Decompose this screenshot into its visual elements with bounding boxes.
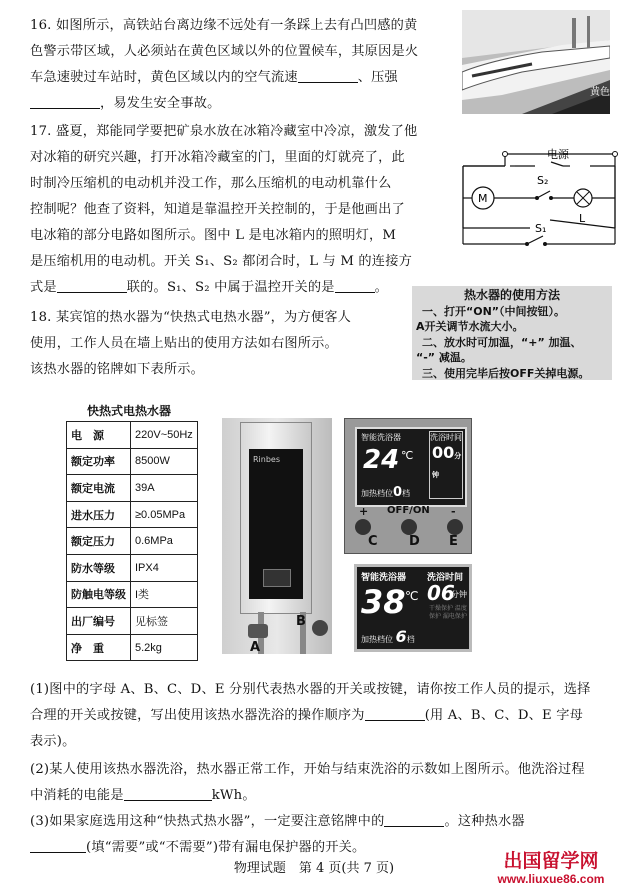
- q16-line1: 16. 如图所示，高铁站台离边缘不远处有一条踩上去有凸凹感的黄: [30, 18, 418, 33]
- heater-control-panel[interactable]: [263, 569, 291, 587]
- sub-text: 。这种热水器: [444, 814, 525, 829]
- level-label: 加热档位: [361, 635, 393, 644]
- nameplate-key: 进水压力: [67, 501, 131, 528]
- power-source-label: 电源: [547, 148, 569, 161]
- label-d: D: [409, 534, 420, 549]
- answer-blank[interactable]: [365, 707, 425, 721]
- q17-line7: [30, 276, 388, 295]
- answer-blank[interactable]: [30, 95, 100, 109]
- q17-text: 式是: [30, 280, 57, 295]
- minutes-unit: 分钟: [451, 590, 467, 599]
- sub3-line1: [30, 810, 525, 829]
- q17-line6: 是压缩机用的电动机。开关 S₁、S₂ 都闭合时，L 与 M 的连接方: [30, 254, 412, 269]
- q18-line2: 使用，工作人员在墙上贴出的使用方法如右图所示。: [30, 336, 338, 351]
- nameplate-row: [67, 422, 198, 449]
- sub2-line2: [30, 784, 256, 803]
- level-unit: 档: [402, 489, 411, 498]
- label-c: C: [368, 534, 378, 549]
- time-label: 洗浴时间: [430, 433, 462, 442]
- sub1-line1: (1)图中的字母 A、B、C、D、E 分别代表热水器的开关或按键，请你按工作人员的提示，选择: [30, 682, 591, 697]
- sub-text: 中消耗的电能是: [30, 788, 124, 803]
- q17-line5: 电冰箱的部分电路如图所示。图中 L 是电冰箱内的照明灯，M: [30, 228, 397, 243]
- minus-symbol: -: [451, 505, 456, 518]
- protection-labels: 干燥保护 温度保护 漏电保护: [429, 605, 467, 620]
- minutes-value: 00: [432, 443, 455, 462]
- lcd-display-after: [354, 564, 472, 652]
- usage-instructions-box: [412, 286, 612, 380]
- level-label: 加热档位: [361, 489, 393, 498]
- nameplate-key: 防触电等级: [67, 581, 131, 608]
- watermark-title: 出国留学网: [503, 850, 599, 872]
- level-unit: 档: [406, 635, 415, 644]
- temperature-value: 38: [361, 583, 406, 621]
- nameplate-key: 防水等级: [67, 554, 131, 581]
- q17-line2: 对冰箱的研究兴趣，打开冰箱冷藏室的门，里面的灯就亮了，此: [30, 150, 405, 165]
- plus-symbol: +: [359, 505, 369, 518]
- nameplate: [66, 402, 192, 661]
- nameplate-row: [67, 528, 198, 555]
- q17-text: 联的。S₁、S₂ 中属于温控开关的是: [126, 280, 335, 295]
- nameplate-value: 8500W: [131, 448, 198, 475]
- answer-blank[interactable]: [124, 787, 212, 801]
- nameplate-key: 电 源: [67, 422, 131, 449]
- answer-blank[interactable]: [384, 813, 444, 827]
- sub1-line3: 表示)。: [30, 734, 76, 749]
- s2-label: S₂: [537, 174, 549, 187]
- nameplate-value: 0.6MPa: [131, 528, 198, 555]
- nameplate-value: 220V~50Hz: [131, 422, 198, 449]
- instruction-1b: A开关调节水流大小。: [416, 320, 524, 333]
- nameplate-row: [67, 554, 198, 581]
- sub-text: (用 A、B、C、D、E 字母: [424, 708, 584, 723]
- temperature-value: 24: [363, 445, 400, 475]
- temperature-unit: ℃: [401, 449, 414, 462]
- nameplate-key: 额定压力: [67, 528, 131, 555]
- s1-label: S₁: [535, 222, 547, 235]
- nameplate-row: [67, 581, 198, 608]
- minutes-value: 06: [427, 581, 455, 605]
- nameplate-value: 39A: [131, 475, 198, 502]
- train-photo: [462, 10, 610, 114]
- sub-text: kWh。: [211, 788, 256, 803]
- q17-line3: 时制冷压缩机的电动机并没工作，那么压缩机的电动机靠什么: [30, 176, 392, 191]
- time-box: [429, 431, 463, 499]
- plus-button[interactable]: [355, 519, 371, 535]
- brand-logo: Rinbes: [253, 455, 281, 464]
- heater-front-panel: [249, 449, 303, 599]
- label-e: E: [449, 534, 458, 549]
- watermark-url: www.liuxue86.com: [497, 872, 605, 886]
- instruction-1: 一、打开“ON”（中间按钮）。: [422, 304, 566, 318]
- valve-a-icon[interactable]: [248, 624, 268, 638]
- nameplate-key: 额定电流: [67, 475, 131, 502]
- nameplate-key: 出厂编号: [67, 608, 131, 635]
- lcd-display-before: [355, 427, 467, 507]
- label-b: B: [296, 614, 306, 629]
- nameplate-key: 额定功率: [67, 448, 131, 475]
- level-value: 6: [395, 627, 407, 646]
- nameplate-value: ≥0.05MPa: [131, 501, 198, 528]
- q16-line4: [30, 92, 221, 111]
- sub2-line1: (2)某人使用该热水器洗浴，热水器正常工作，开始与结束洗浴的示数如上图所示。他洗浴过程: [30, 762, 585, 777]
- heater-body: [240, 422, 312, 614]
- nameplate-value: IPX4: [131, 554, 198, 581]
- onoff-button[interactable]: [401, 519, 417, 535]
- nameplate-title: 快热式电热水器: [86, 404, 171, 418]
- q18-line1: 18. 某宾馆的热水器为“快热式电热水器”，为方便客人: [30, 310, 351, 325]
- answer-blank[interactable]: [298, 69, 358, 83]
- q17-line1: 17. 盛夏，郑能同学要把矿泉水放在冰箱冷藏室中冷凉，激发了他: [30, 124, 418, 139]
- sub3-line2: [30, 836, 365, 855]
- page-footer: 物理试题 第 4 页(共 7 页): [233, 861, 395, 876]
- time-label: 洗浴时间: [427, 573, 464, 583]
- mode-label: 智能洗浴器: [361, 573, 407, 583]
- nameplate-value: 见标签: [131, 608, 198, 635]
- valve-b-icon[interactable]: [312, 620, 328, 636]
- q18-line3: 该热水器的铭牌如下表所示。: [30, 362, 205, 377]
- nameplate-row: [67, 634, 198, 661]
- instruction-2: 二、放水时可加温，“+” 加温、: [422, 335, 582, 349]
- nameplate-row: [67, 501, 198, 528]
- nameplate-value: 5.2kg: [131, 634, 198, 661]
- train-illustration: [462, 10, 610, 114]
- sub-text: (填“需要”或“不需要”)带有漏电保护器的开关。: [86, 840, 366, 855]
- minutes-unit: 分钟: [432, 452, 462, 479]
- lamp-label: L: [579, 212, 586, 225]
- answer-blank[interactable]: [335, 279, 375, 293]
- sub-text: 合理的开关或按键，写出使用该热水器洗浴的操作顺序为: [30, 708, 365, 723]
- q16-text: 、压强: [357, 70, 398, 85]
- answer-blank[interactable]: [57, 279, 127, 293]
- minus-button[interactable]: [447, 519, 463, 535]
- q17-line4: 控制呢？他查了资料，知道是靠温控开关控制的，于是他画出了: [30, 202, 405, 217]
- sub-text: (3)如果家庭选用这种“快热式热水器”，一定要注意铭牌中的: [30, 814, 385, 829]
- onoff-label: OFF/ON: [387, 505, 430, 516]
- q16-line3: [30, 66, 398, 85]
- q16-line2: 色警示带区域，人必须站在黄色区域以外的位置候车，其原因是火: [30, 44, 419, 59]
- nameplate-row: [67, 475, 198, 502]
- motor-label: M: [478, 192, 488, 205]
- nameplate-key: 净 重: [67, 634, 131, 661]
- nameplate-row: [67, 608, 198, 635]
- mode-label: 智能洗浴器: [361, 433, 401, 442]
- level-value: 0: [393, 485, 403, 500]
- answer-blank[interactable]: [30, 839, 86, 853]
- sub1-line2: [30, 704, 583, 723]
- circuit-wires: [455, 140, 620, 255]
- instruction-3: 三、使用完毕后按OFF关掉电源。: [422, 366, 590, 380]
- watermark: [478, 850, 624, 886]
- label-a: A: [250, 640, 261, 655]
- nameplate-row: [67, 448, 198, 475]
- yellow-zone-text: 黄色: [590, 87, 610, 98]
- nameplate-table: [66, 421, 198, 661]
- instructions-title: 热水器的使用方法: [463, 288, 560, 302]
- temperature-unit: ℃: [405, 589, 419, 603]
- q16-text: ，易发生安全事故。: [100, 96, 221, 111]
- q17-text: 。: [374, 280, 389, 295]
- instruction-2b: “-” 减温。: [416, 351, 472, 364]
- nameplate-value: I类: [131, 581, 198, 608]
- heater-photo: [222, 418, 332, 654]
- q16-text: 车急速驶过车站时，黄色区域以内的空气流速: [30, 70, 298, 85]
